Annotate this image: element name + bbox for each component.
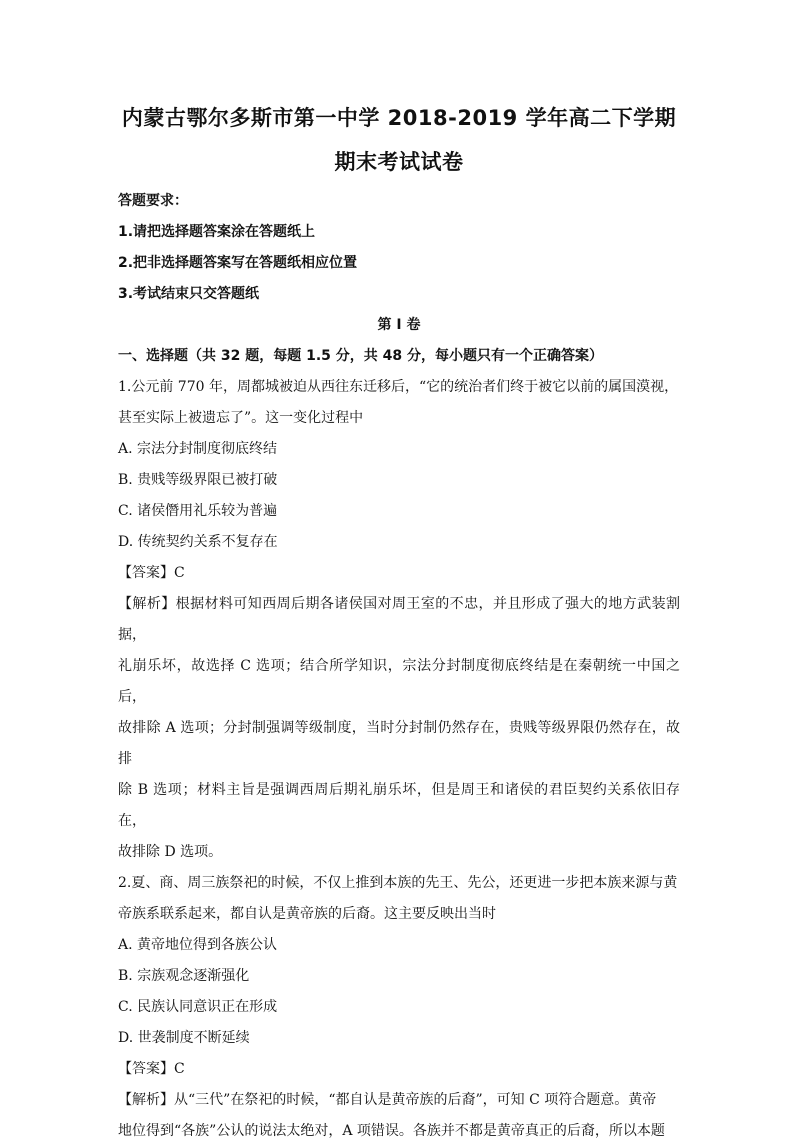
option-c: C. 诸侯僭用礼乐较为普遍 [118,503,278,519]
option-c: C. 民族认同意识正在形成 [118,999,278,1015]
requirement-item: 2.把非选择题答案写在答题纸相应位置 [118,255,358,271]
analysis-line: 【解析】根据材料可知西周后期各诸侯国对周王室的不忠，并且形成了强大的地方武装割据， [118,596,680,643]
analysis-line: 【解析】从“三代”在祭祀的时候，“都自认是黄帝族的后裔”，可知 C 项符合题意。黄帝 [118,1092,657,1108]
requirements-heading: 答题要求： [118,193,188,209]
option-d: D. 传统契约关系不复存在 [118,534,278,550]
answer: 【答案】C [118,1061,185,1077]
analysis-line: 地位得到“各族”公认的说法太绝对，A 项错误。各族并不都是黄帝真正的后裔，所以本题 [118,1123,665,1139]
option-b: B. 贵贱等级界限已被打破 [118,472,278,488]
analysis-line: 除 B 选项；材料主旨是强调西周后期礼崩乐坏，但是周王和诸侯的君臣契约关系依旧存在， [118,782,680,829]
question-stem: 2.夏、商、周三族祭祀的时候，不仅上推到本族的先王、先公，还更进一步把本族来源与黄 [118,875,678,891]
requirement-item: 1.请把选择题答案涂在答题纸上 [118,224,316,240]
question-stem: 1.公元前 770 年，周都城被迫从西往东迁移后，“它的统治者们终于被它以前的属国漠视， [118,379,679,395]
exam-title-line1: 内蒙古鄂尔多斯市第一中学 2018-2019 学年高二下学期 [121,106,677,130]
requirement-item: 3.考试结束只交答题纸 [118,286,260,302]
question-stem: 帝族系联系起来，都自认是黄帝族的后裔。这主要反映出当时 [118,906,496,922]
section-heading: 一、选择题（共 32 题，每题 1.5 分，共 48 分，每小题只有一个正确答案） [118,348,604,364]
exam-page [118,96,680,1147]
exam-title-line2: 期末考试试卷 [334,150,464,174]
question-stem: 甚至实际上被遗忘了”。这一变化过程中 [118,410,364,426]
analysis-line: 故排除 D 选项。 [118,844,223,860]
option-d: D. 世袭制度不断延续 [118,1030,250,1046]
question-2 [118,868,680,1147]
option-a: A. 黄帝地位得到各族公认 [118,937,278,953]
analysis-line: 故排除 A 选项；分封制强调等级制度，当时分封制仍然存在，贵贱等级界限仍然存在，故排 [118,720,680,767]
analysis-line: 礼崩乐坏，故选择 C 选项；结合所学知识，宗法分封制度彻底终结是在秦朝统一中国之后， [118,658,680,705]
question-1 [118,372,680,868]
answer: 【答案】C [118,565,185,581]
option-b: B. 宗族观念逐渐强化 [118,968,250,984]
volume-heading: 第 I 卷 [377,317,421,333]
option-a: A. 宗法分封制度彻底终结 [118,441,278,457]
